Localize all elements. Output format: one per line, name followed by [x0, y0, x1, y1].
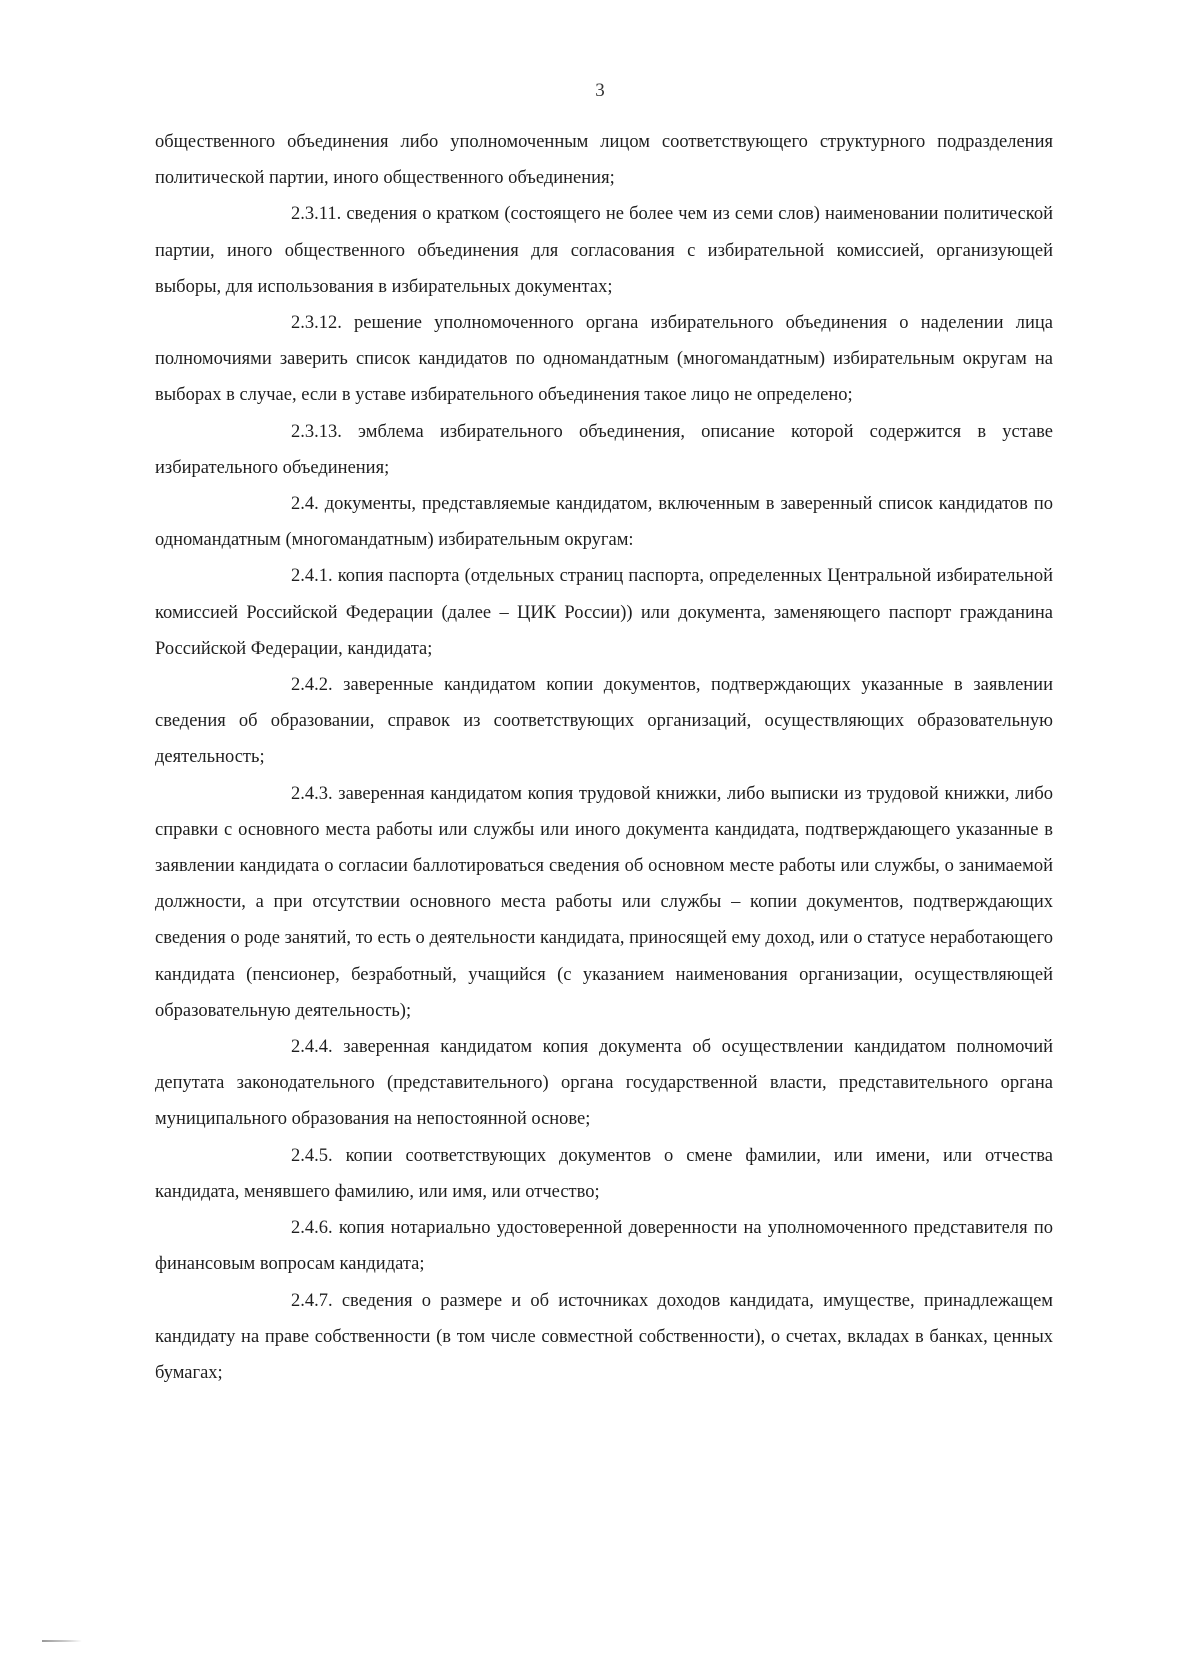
paragraph-text: решение уполномоченного органа избирательного объединения о наделении лица полномочиями заверить список кандидатов по одномандатным (многомандатным) избирательным округам на выборах в случае, если в уставе избирательного объединения такое лицо не определено; — [155, 313, 1053, 406]
paragraph-2-4-5 — [155, 1138, 1053, 1210]
paragraph-number: 2.4. — [291, 494, 319, 515]
paragraph-text: сведения о размере и об источниках доходов кандидата, имуществе, принадлежащем кандидату на праве собственности (в том числе совместной собственности), о счетах, вкладах в банках, ценных бумагах; — [155, 1290, 1054, 1383]
paragraph-text: заверенные кандидатом копии документов, подтверждающих указанные в заявлении сведения об образовании, справок из соответствующих организаций, осуществляющих образовательную деятельность; — [155, 675, 1053, 768]
paragraph-number: 2.3.12. — [291, 313, 342, 334]
paragraph-2-4-3 — [155, 776, 1053, 1029]
paragraph-2-3-11 — [155, 196, 1053, 305]
paragraph-text: заверенная кандидатом копия трудовой книжки, либо выписки из трудовой книжки, либо справки с основного места работы или службы или иного документа кандидата, подтверждающего указанные в заявлении кандидата о согласии баллотироваться сведения об основном месте работы или службы, о занимаемой должности, а при отсутствии основного места работы или службы – копии документов, подтверждающих сведения о роде занятий, то есть о деятельности кандидата, приносящей ему доход, или о статусе неработающего кандидата (пенсионер, безработный, учащийся (с указанием наименования организации, осуществляющей образовательную деятельность); — [155, 783, 1053, 1021]
paragraph-number: 2.4.4. — [291, 1037, 333, 1058]
paragraph-text: копии соответствующих документов о смене фамилии, или имени, или отчества кандидата, менявшего фамилию, или имя, или отчество; — [155, 1145, 1054, 1202]
paragraph-text: копия нотариально удостоверенной доверенности на уполномоченного представителя по финансовым вопросам кандидата; — [155, 1218, 1053, 1275]
paragraph-2-4-6 — [155, 1210, 1053, 1282]
paragraph-number: 2.4.7. — [291, 1290, 333, 1311]
paragraph-text: сведения о кратком (состоящего не более чем из семи слов) наименовании политической партии, иного общественного объединения для согласования с избирательной комиссией, организующей выборы, для использования в избирательных документах; — [155, 204, 1054, 297]
paragraph-2-3-12 — [155, 305, 1053, 414]
paragraph-2-4-4 — [155, 1029, 1053, 1138]
paragraph-number: 2.4.3. — [291, 783, 333, 804]
paragraph-number: 2.4.6. — [291, 1218, 333, 1239]
paragraph-2-4-7 — [155, 1283, 1053, 1392]
page-number: 3 — [595, 80, 605, 101]
paragraph-number: 2.4.5. — [291, 1145, 333, 1166]
paragraph-2-4-1 — [155, 558, 1053, 667]
paragraph-2-3-13 — [155, 414, 1053, 486]
paragraph-text: копия паспорта (отдельных страниц паспорта, определенных Центральной избирательной комиссией Российской Федерации (далее – ЦИК России)) или документа, заменяющего паспорт гражданина Российской Федерации, кандидата; — [155, 566, 1053, 659]
paragraph-text: документы, представляемые кандидатом, включенным в заверенный список кандидатов по одномандатным (многомандатным) избирательным округам: — [155, 494, 1053, 551]
scan-artifact-mark — [42, 1640, 82, 1642]
paragraph-text: эмблема избирательного объединения, описание которой содержится в уставе избирательного объединения; — [155, 421, 1054, 478]
document-body — [155, 124, 1053, 1391]
paragraph-continuation — [155, 124, 1053, 196]
paragraph-2-4-2 — [155, 667, 1053, 776]
paragraph-number: 2.4.1. — [291, 566, 333, 587]
paragraph-text: заверенная кандидатом копия документа об осуществлении кандидатом полномочий депутата законодательного (представительного) органа государственной власти, представительного органа муниципального образования на непостоянной основе; — [155, 1037, 1054, 1130]
paragraph-number: 2.3.13. — [291, 421, 342, 442]
paragraph-text: общественного объединения либо уполномоченным лицом соответствующего структурного подразделения политической партии, иного общественного объединения; — [155, 132, 1053, 189]
paragraph-number: 2.4.2. — [291, 675, 333, 696]
paragraph-number: 2.3.11. — [291, 204, 342, 225]
paragraph-2-4 — [155, 486, 1053, 558]
